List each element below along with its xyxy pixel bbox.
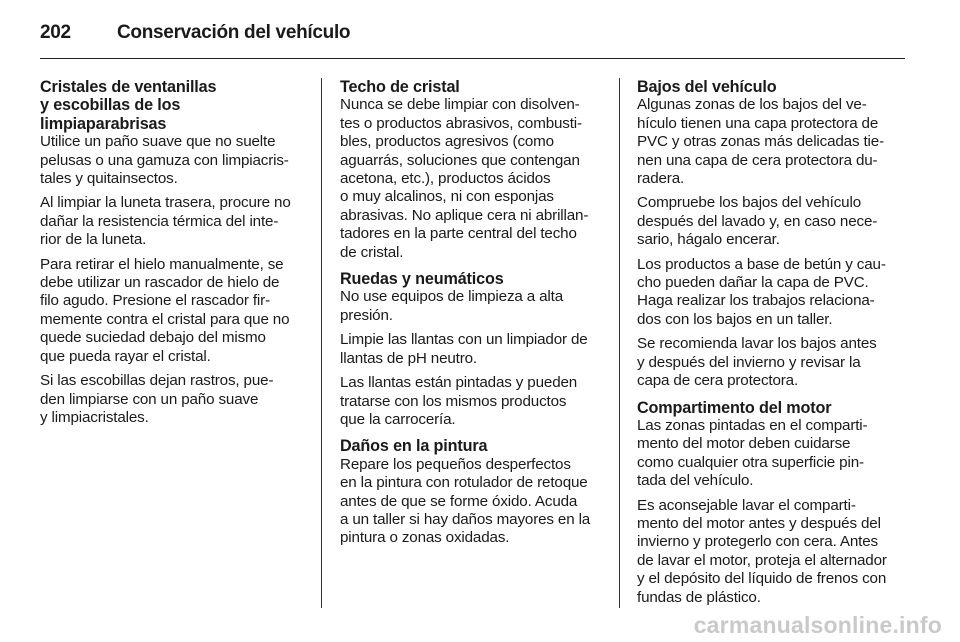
text-line: y después del invierno y revisar la [637, 353, 861, 371]
text-line: o muy alcalinos, ni con esponjas [340, 188, 554, 206]
section-heading [637, 78, 907, 96]
page-header [40, 12, 905, 59]
section-techo-de-cristal [340, 78, 610, 262]
text-line: Limpie las llantas con un limpiador de [340, 331, 588, 349]
text-line: mento del motor deben cuidarse [637, 435, 851, 453]
paragraph [340, 456, 610, 548]
text-line: abrasivas. No aplique cera ni abrillan- [340, 206, 589, 224]
paragraph [40, 194, 308, 249]
text-line: presión. [340, 306, 393, 324]
text-line: en la pintura con rotulador de retoque [340, 474, 588, 492]
text-line: Los productos a base de betún y cau- [637, 255, 886, 273]
section-compartimento-del-motor [637, 399, 907, 607]
heading-line: Daños en la pintura [340, 437, 488, 456]
column-right [637, 78, 907, 613]
text-line: tratarse con los mismos productos [340, 392, 567, 410]
text-line: Al limpiar la luneta trasera, procure no [40, 194, 291, 212]
paragraph [340, 374, 610, 429]
text-line: que la carrocería. [340, 410, 456, 428]
paragraph [637, 497, 907, 607]
text-line: No use equipos de limpieza a alta [340, 288, 564, 306]
text-line: PVC y otras zonas más delicadas tie- [637, 133, 884, 151]
text-line: tadores en la parte central del techo [340, 225, 577, 243]
column-left [40, 78, 308, 433]
text-line: llantas de pH neutro. [340, 349, 478, 367]
section-heading [340, 270, 610, 288]
section-heading [340, 437, 610, 455]
text-line: tada del vehículo. [637, 472, 754, 490]
section-heading [637, 399, 907, 417]
section-bajos-del-vehiculo [637, 78, 907, 391]
heading-line: Bajos del vehículo [637, 78, 777, 96]
text-line: Algunas zonas de los bajos del ve- [637, 96, 867, 114]
section-ruedas-y-neumaticos [340, 270, 610, 429]
heading-line: Ruedas y neumáticos [340, 270, 504, 289]
text-line: dañar la resistencia térmica del inte- [40, 212, 279, 230]
section-heading [40, 78, 308, 133]
text-line: antes de que se forme óxido. Acuda [340, 492, 578, 510]
watermark: carmanualsonline.info [693, 612, 942, 638]
page-title: Conservación del vehículo [117, 22, 351, 43]
text-line: Es aconsejable lavar el comparti- [637, 496, 856, 514]
text-line: rior de la luneta. [40, 231, 147, 249]
paragraph [340, 288, 610, 325]
text-line: Se recomienda lavar los bajos antes [637, 335, 877, 353]
text-line: Si las escobillas dejan rastros, pue- [40, 372, 274, 390]
page-number: 202 [40, 22, 71, 43]
text-line: sario, hágalo encerar. [637, 231, 780, 249]
section-danos-en-la-pintura [340, 437, 610, 547]
text-line: quede suciedad debajo del mismo [40, 329, 266, 347]
text-line: Las llantas están pintadas y pueden [340, 374, 578, 392]
text-line: invierno y protegerlo con cera. Antes [637, 533, 878, 551]
heading-line: limpiaparabrisas [40, 114, 167, 133]
paragraph [637, 96, 907, 188]
text-line: Utilice un paño suave que no suelte [40, 133, 276, 151]
paragraph [40, 372, 308, 427]
text-line: tales y quitainsectos. [40, 170, 178, 188]
heading-line: Cristales de ventanillas [40, 78, 217, 96]
text-line: de lavar el motor, proteja el alternador [637, 551, 887, 569]
text-line: tes o productos abrasivos, combusti- [340, 114, 582, 132]
text-line: Repare los pequeños desperfectos [340, 455, 571, 473]
heading-line: Techo de cristal [340, 78, 460, 96]
text-line: dos con los bajos en un taller. [637, 310, 833, 328]
text-line: pintura o zonas oxidadas. [340, 529, 510, 547]
text-line: después del lavado y, en caso nece- [637, 212, 878, 230]
text-line: acetona, etc.), productos ácidos [340, 170, 551, 188]
text-line: cho pueden dañar la capa de PVC. [637, 274, 869, 292]
text-line: filo agudo. Presione el rascador fir- [40, 292, 270, 310]
text-line: den limpiarse con un paño suave [40, 390, 259, 408]
section-cristales [40, 78, 308, 427]
column-divider [321, 78, 322, 608]
paragraph [40, 256, 308, 366]
text-line: debe utilizar un rascador de hielo de [40, 274, 280, 292]
text-line: fundas de plástico. [637, 588, 761, 606]
text-line: aguarrás, soluciones que contengan [340, 151, 580, 169]
section-heading [340, 78, 610, 96]
column-divider [619, 78, 620, 608]
heading-line: Compartimento del motor [637, 398, 832, 417]
text-line: mento del motor antes y después del [637, 514, 881, 532]
text-line: Compruebe los bajos del vehículo [637, 194, 861, 212]
text-line: hículo tienen una capa protectora de [637, 114, 879, 132]
paragraph [40, 133, 308, 188]
text-line: Para retirar el hielo manualmente, se [40, 255, 284, 273]
paragraph [637, 194, 907, 249]
paragraph [637, 335, 907, 390]
paragraph [637, 417, 907, 491]
text-line: capa de cera protectora. [637, 372, 799, 390]
text-line: que pueda rayar el cristal. [40, 347, 211, 365]
text-line: memente contra el cristal para que no [40, 310, 290, 328]
text-line: Las zonas pintadas en el comparti- [637, 416, 868, 434]
text-line: de cristal. [340, 243, 404, 261]
text-line: Nunca se debe limpiar con disolven- [340, 96, 580, 114]
text-line: nen una capa de cera protectora du- [637, 151, 878, 169]
text-line: y el depósito del líquido de frenos con [637, 570, 887, 588]
text-line: a un taller si hay daños mayores en la [340, 510, 591, 528]
heading-line: y escobillas de los [40, 96, 181, 115]
text-line: radera. [637, 170, 685, 188]
text-line: pelusas o una gamuza con limpiacris- [40, 151, 289, 169]
paragraph [637, 256, 907, 330]
paragraph [340, 96, 610, 262]
text-line: y limpiacristales. [40, 408, 149, 426]
text-line: como cualquier otra superficie pin- [637, 453, 864, 471]
text-line: bles, productos agresivos (como [340, 133, 554, 151]
column-middle [340, 78, 610, 554]
text-line: Haga realizar los trabajos relaciona- [637, 292, 875, 310]
paragraph [340, 331, 610, 368]
